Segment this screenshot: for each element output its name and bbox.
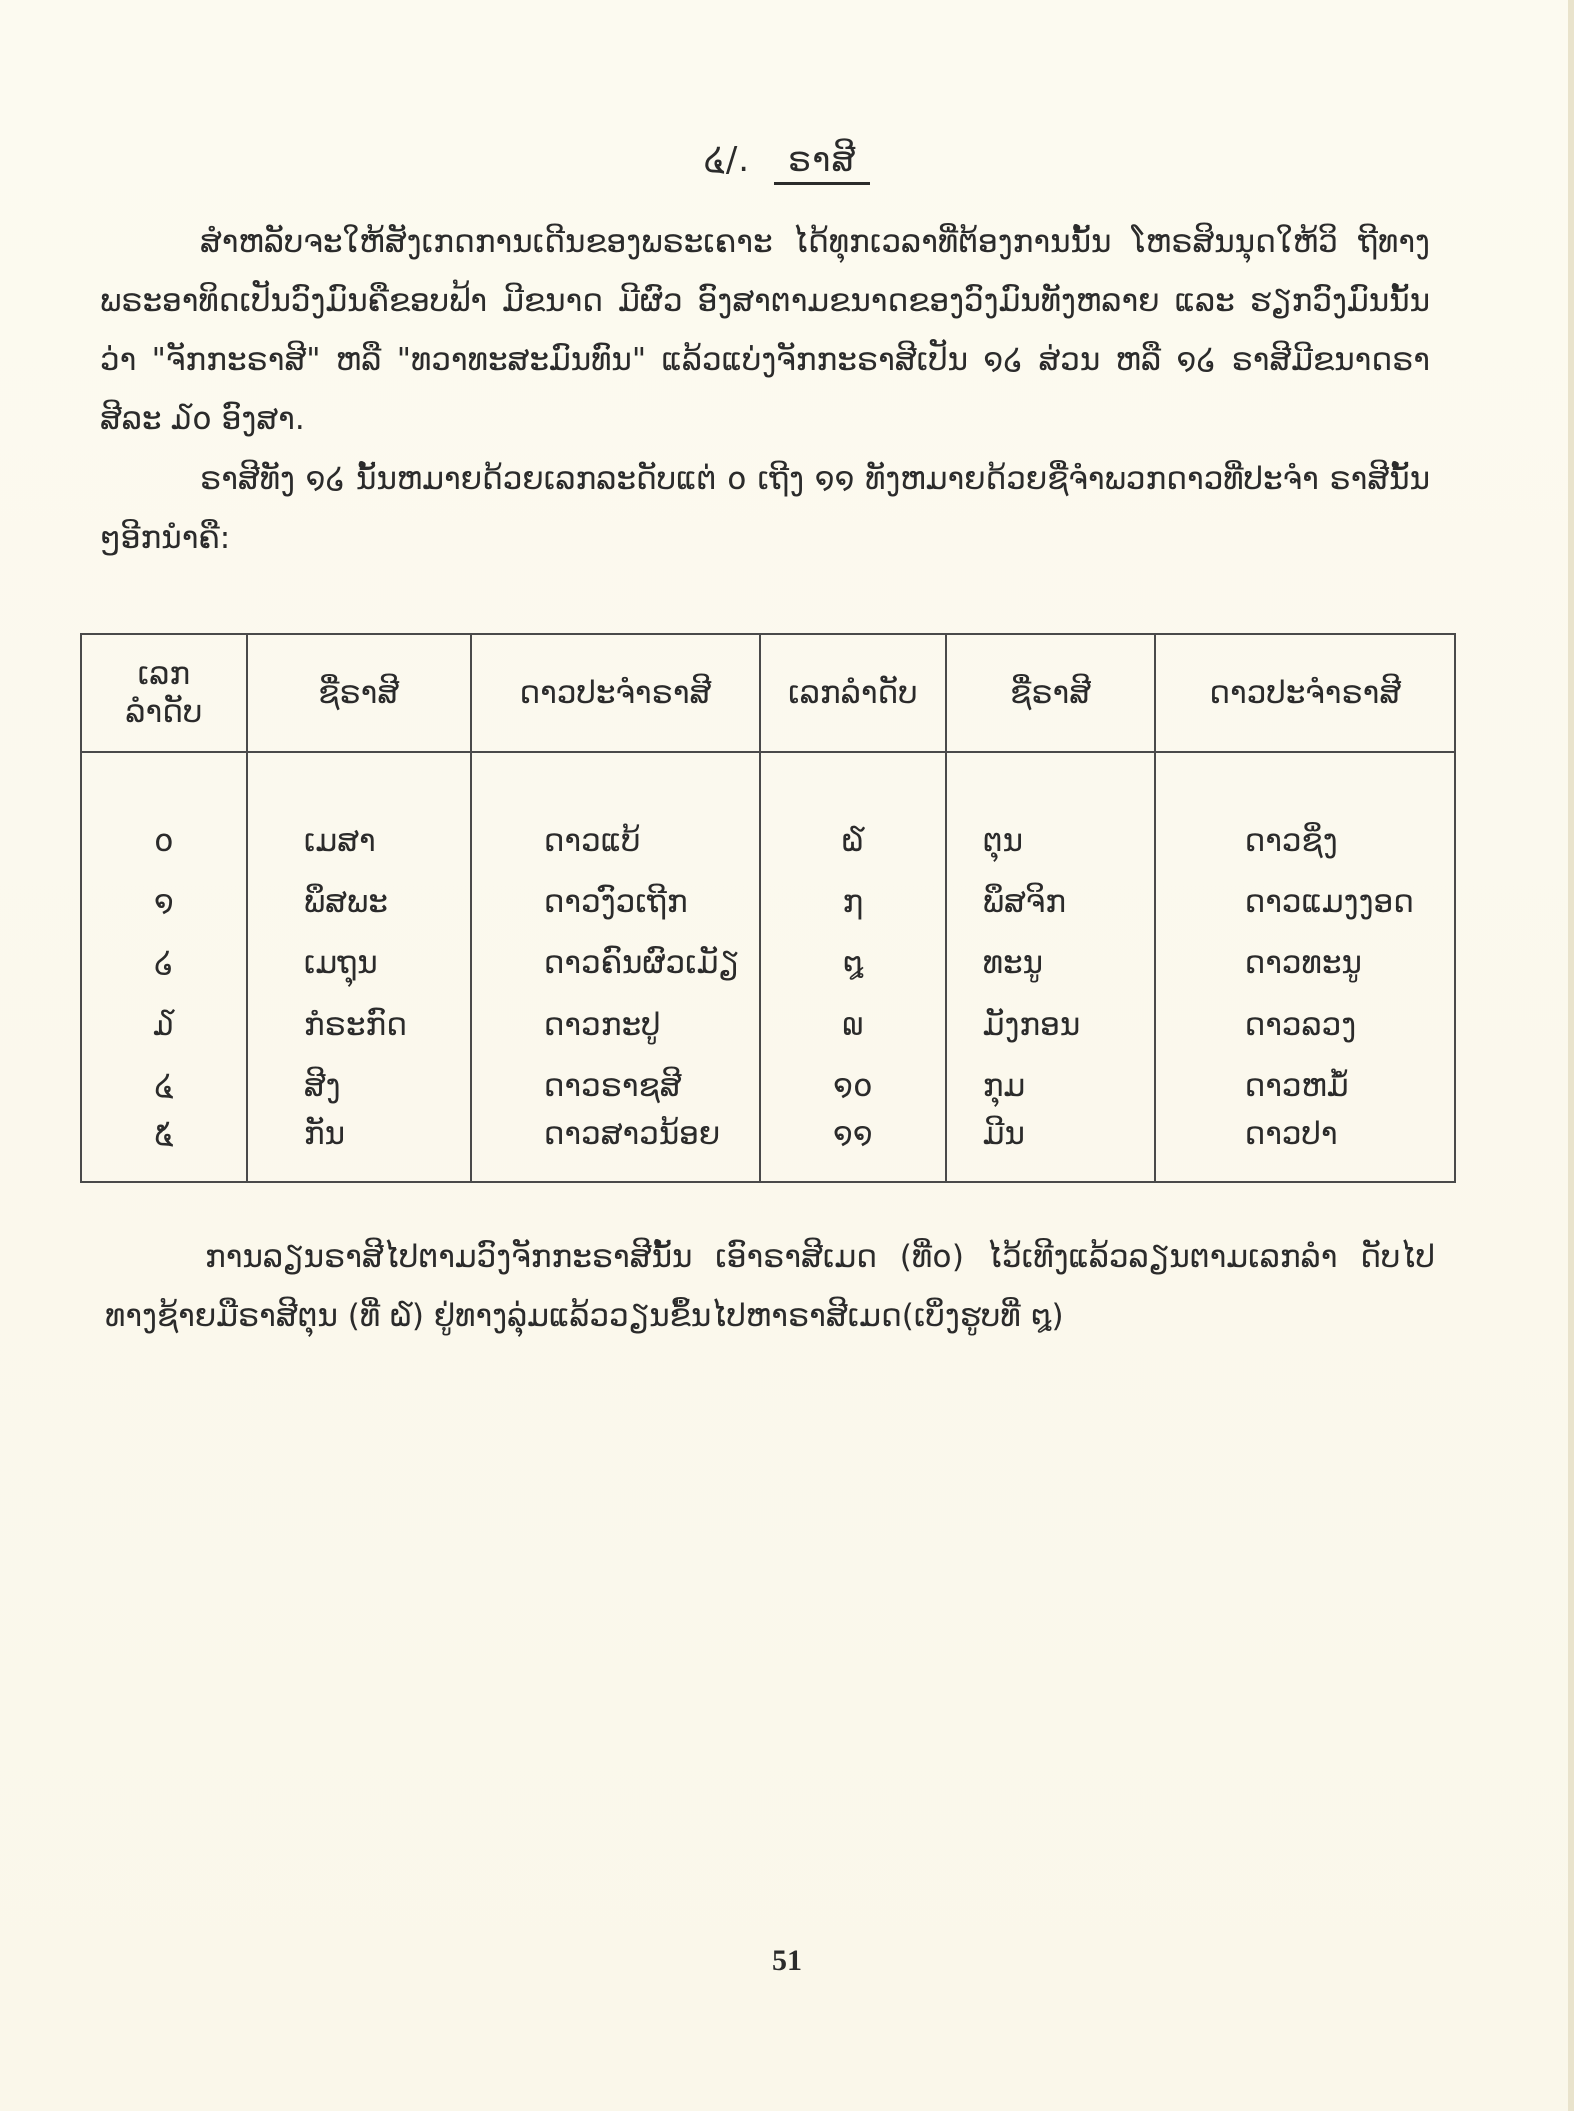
cell-constellation-2: ດາວຊິ່ງ: [1155, 810, 1455, 871]
page-edge: [1568, 0, 1574, 2111]
cell-sign-name: ພຶສພະ: [247, 871, 471, 932]
paragraph-numbering: ຣາສີທັງ ໑໒ ນັ້ນຫມາຍດ້ວຍເລກລະດັບແຕ່ ໐ ເຖີງ ໑໑ ທັງຫມາຍດ້ວຍຊື່ຈຳພວກດາວທີ່ປະຈຳ ຣາສີນັ້ນໆອີກນຳຄື:: [100, 461, 1430, 556]
cell-sign-name-2: ມັງກອນ: [946, 994, 1156, 1055]
table-row: [81, 1116, 1455, 1182]
header-constellation: ດາວປະຈຳຣາສີ: [471, 634, 760, 752]
page-number: 51: [772, 1944, 802, 1977]
cell-number: ໕: [81, 1116, 247, 1182]
cell-constellation: ດາວຣາຊສີ: [471, 1055, 760, 1116]
header-sign-name: ຊື່ຣາສີ: [247, 634, 471, 752]
paragraph-intro: ສຳຫລັບຈະໃຫ້ສັງເກດການເດີນຂອງພຣະເຄາະ ໄດ້ທຸກເວລາທີ່ຕ້ອງການນັ້ນ ໂຫຣສິນນຸດໃຫ້ວິ ຖີທາງພຣະອາທິດເປັນວົງມົນຄືຂອບຟ້າ ມີຂນາດ ມີຜົວ ອົງສາຕາມຂນາດຂອງວົງມົນທັງຫລາຍ ແລະ ຮຽກວົງມົນນັ້ນວ່າ "ຈັກກະຣາສີ" ຫລື "ທວາທະສະມົນທົນ" ແລ້ວແບ່ງຈັກກະຣາສີເປັນ ໑໒ ສ່ວນ ຫລື ໑໒ ຣາສີມີຂນາດຣາສີລະ ໓໐ ອົງສາ.: [100, 224, 1430, 437]
table-row: [81, 994, 1455, 1055]
cell-number: ໔: [81, 1055, 247, 1116]
cell-number: ໓: [81, 994, 247, 1055]
header-constellation-2: ດາວປະຈຳຣາສີ: [1155, 634, 1455, 752]
table-row: [81, 810, 1455, 871]
cell-constellation-2: ດາວປາ: [1155, 1116, 1455, 1182]
cell-constellation: ດາວກະປູ: [471, 994, 760, 1055]
cell-number-2: ໑໑: [760, 1116, 946, 1182]
section-number: ໔/.: [703, 140, 751, 180]
cell-constellation-2: ດາວແມງງອດ: [1155, 871, 1455, 932]
cell-sign-name-2: ທະນູ: [946, 933, 1156, 994]
cell-sign-name-2: ຕຸນ: [946, 810, 1156, 871]
cell-constellation: ດາວສາວນ້ອຍ: [471, 1116, 760, 1182]
cell-sign-name: ເມຖຸນ: [247, 933, 471, 994]
cell-sign-name: ກໍຣະກົດ: [247, 994, 471, 1055]
header-number: ເລກ ລຳດັບ: [81, 634, 247, 752]
cell-number-2: ໙: [760, 994, 946, 1055]
cell-number-2: ໑໐: [760, 1055, 946, 1116]
cell-number: ໑: [81, 871, 247, 932]
table-row: [81, 933, 1455, 994]
cell-sign-name: ກັນ: [247, 1116, 471, 1182]
cell-sign-name: ເມສາ: [247, 810, 471, 871]
paragraph-ordering: ການລຽນຣາສີໄປຕາມວົງຈັກກະຣາສີນັ້ນ ເອົາຣາສີເມດ (ທີ່໐) ໄວ້ເທີງແລ້ວລຽນຕາມເລກລຳ ດັບໄປທາງຊ້າຍມືຣາສີຕຸນ (ທີ່ ໖) ຢູ່ທາງລຸ່ມແລ້ວວຽນຂຶ້ນໄປຫາຣາສີເມດ(ເບິ່ງຮູບທີ່ ໘): [105, 1239, 1435, 1334]
cell-number: ໐: [81, 810, 247, 871]
cell-sign-name-2: ກຸມ: [946, 1055, 1156, 1116]
section-title: ຣາສີ: [774, 140, 870, 185]
table-header-row: [81, 634, 1455, 752]
cell-sign-name-2: ພຶສຈິກ: [946, 871, 1156, 932]
cell-constellation: ດາວຄົນຜົວເມັຽ: [471, 933, 760, 994]
cell-number-2: ໗: [760, 871, 946, 932]
table-row: [81, 1055, 1455, 1116]
cell-number-2: ໘: [760, 933, 946, 994]
zodiac-table: [80, 633, 1456, 1183]
cell-number: ໒: [81, 933, 247, 994]
cell-constellation: ດາວງົວເຖີກ: [471, 871, 760, 932]
cell-number-2: ໖: [760, 810, 946, 871]
cell-constellation-2: ດາວລວງ: [1155, 994, 1455, 1055]
table-spacer-row: [81, 752, 1455, 810]
cell-constellation: ດາວແບ້: [471, 810, 760, 871]
section-heading: [0, 140, 1574, 180]
cell-constellation-2: ດາວທະນູ: [1155, 933, 1455, 994]
cell-sign-name: ສີງ: [247, 1055, 471, 1116]
cell-sign-name-2: ມີນ: [946, 1116, 1156, 1182]
table-row: [81, 871, 1455, 932]
header-sign-name-2: ຊື່ຣາສີ: [946, 634, 1156, 752]
cell-constellation-2: ດາວຫມໍ້: [1155, 1055, 1455, 1116]
header-number-2: ເລກລຳດັບ: [760, 634, 946, 752]
